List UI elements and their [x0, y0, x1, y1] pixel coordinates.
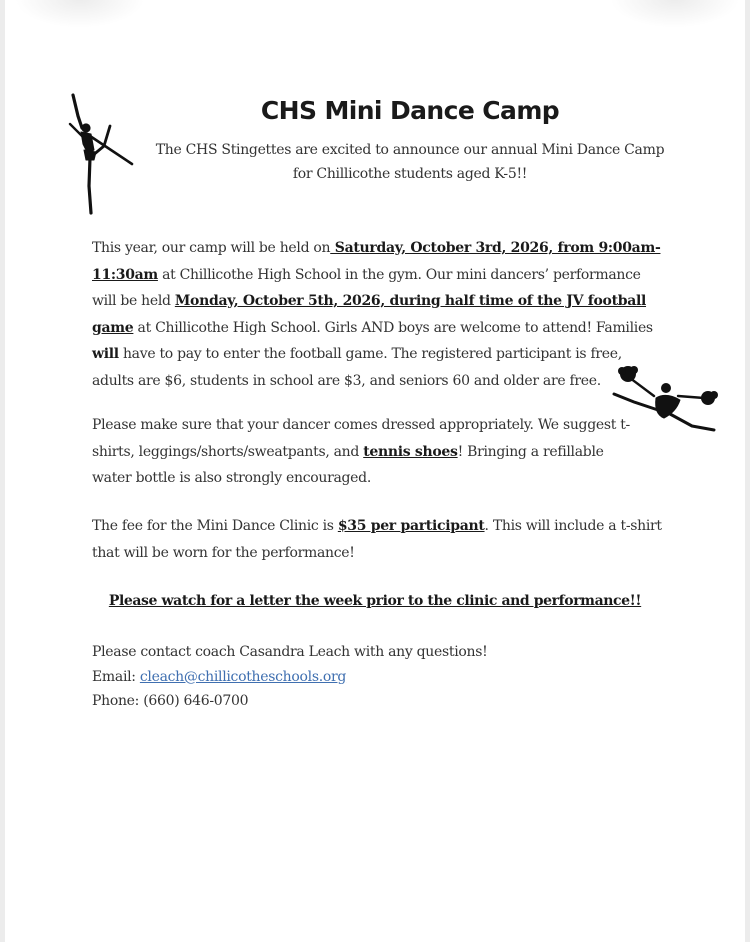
intro-text: The CHS Stingettes are excited to announce our annual Mini Dance Camp for Chillicothe students aged K-5!!	[155, 142, 665, 182]
dress-paragraph	[92, 412, 647, 492]
contact-block	[92, 640, 592, 714]
performance-date-highlight: Monday, October 5th, 2026, during half time of the JV football game	[92, 293, 647, 336]
fee-text: The fee for the Mini Dance Clinic is	[92, 518, 338, 534]
ballet-dancer-icon	[64, 92, 140, 220]
dress-text: Please make sure that your dancer comes dressed appropriately. We suggest t-shirts, leggings/shorts/sweatpants, and	[92, 417, 630, 460]
fee-paragraph	[92, 513, 662, 566]
schedule-text: This year, our camp will be held on	[92, 240, 331, 256]
schedule-paragraph	[92, 235, 662, 394]
flyer-title: CHS Mini Dance Camp	[260, 96, 560, 125]
contact-line: Please contact coach Casandra Leach with any questions!	[92, 644, 488, 660]
tennis-shoes-highlight: tennis shoes	[363, 443, 458, 460]
email-line	[92, 665, 592, 690]
fee-text: . This will include a t-shirt that will be worn for the performance!	[92, 518, 662, 561]
email-link[interactable]: cleach@chillicotheschools.org	[139, 668, 347, 685]
page-corner-shadow	[15, 0, 145, 28]
schedule-text: at Chillicothe High School. Girls AND boys are welcome to attend! Families	[133, 319, 653, 336]
letter-notice: Please watch for a letter the week prior to the clinic and performance!!	[108, 593, 642, 609]
phone-line: Phone: (660) 646-0700	[92, 693, 249, 709]
camp-date-highlight: Saturday, October 3rd, 2026, from 9:00am-11:30am	[92, 240, 661, 283]
email-label: Email:	[92, 668, 140, 685]
bold-word: will	[92, 346, 119, 362]
page-corner-shadow	[610, 0, 740, 28]
schedule-text: at Chillicothe High School in the gym. Our mini dancers’ performance will be held	[92, 266, 641, 309]
dress-text: ! Bringing a refillable water bottle is also strongly encouraged.	[92, 443, 604, 486]
schedule-text: have to pay to enter the football game. The registered participant is free, adults are $6, students in school are $3, and seniors 60 and older are free.	[92, 346, 622, 389]
fee-highlight: $35 per participant	[337, 518, 485, 534]
